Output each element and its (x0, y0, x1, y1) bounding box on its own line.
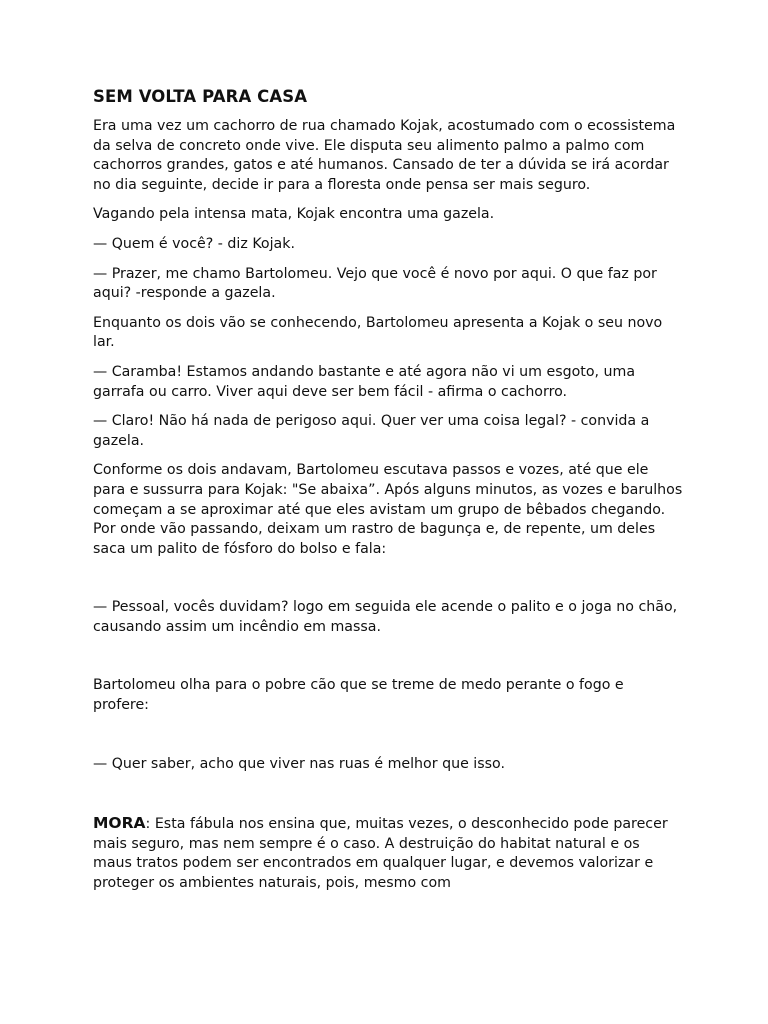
paragraph-meets-gazelle: Vagando pela intensa mata, Kojak encontra uma gazela. (93, 206, 495, 223)
paragraph-narration: Enquanto os dois vão se conhecendo, Bartolomeu apresenta a Kojak o seu novo lar. (93, 314, 663, 351)
moral-paragraph (93, 814, 683, 893)
dialogue-line: — Quem é você? - diz Kojak. (93, 235, 295, 252)
dialogue-line: — Pessoal, vocês duvidam? logo em seguida ele acende o palito e o joga no chão, causando assim um incêndio em massa. (93, 599, 678, 635)
moral-text: : Esta fábula nos ensina que, muitas vezes, o desconhecido pode parecer mais seguro, mas nem sempre é o caso. A destruição do habitat natural e os maus tratos podem ser encontrados em qualquer lugar, e devemos valorizar e proteger os ambientes naturais, pois, mesmo com (93, 816, 668, 892)
moral-label: MORA (93, 814, 146, 833)
dialogue-line: — Prazer, me chamo Bartolomeu. Vejo que você é novo por aqui. O que faz por aqui? -responde a gazela. (93, 265, 657, 302)
document-body (93, 87, 683, 904)
dialogue-line: — Claro! Não há nada de perigoso aqui. Quer ver uma coisa legal? - convida a gazela. (93, 413, 650, 449)
paragraph-narration: Conforme os dois andavam, Bartolomeu escutava passos e vozes, até que ele para e sussurra para Kojak: "Se abaixa”. Após alguns minutos, as vozes e barulhos começam a se aproximar até que eles avistam um grupo de bêbados chegando. Por onde vão passando, deixam um rastro de bagunça e, de repente, um deles saca um palito de fósforo do bolso e fala: (93, 462, 683, 557)
dialogue-line: — Quer saber, acho que viver nas ruas é melhor que isso. (93, 755, 505, 772)
paragraph-intro: Era uma vez um cachorro de rua chamado Kojak, acostumado com o ecossistema da selva de concreto onde vive. Ele disputa seu alimento palmo a palmo com cachorros grandes, gatos e até humanos. Cansado de ter a dúvida se irá acordar no dia seguinte, decide ir para a floresta onde pensa ser mais seguro. (93, 118, 676, 193)
paragraph-narration: Bartolomeu olha para o pobre cão que se treme de medo perante o fogo e profere: (93, 677, 624, 714)
dialogue-line: — Caramba! Estamos andando bastante e até agora não vi um esgoto, uma garrafa ou carro. Viver aqui deve ser bem fácil - afirma o cachorro. (93, 363, 636, 400)
document-title: SEM VOLTA PARA CASA (93, 87, 308, 106)
